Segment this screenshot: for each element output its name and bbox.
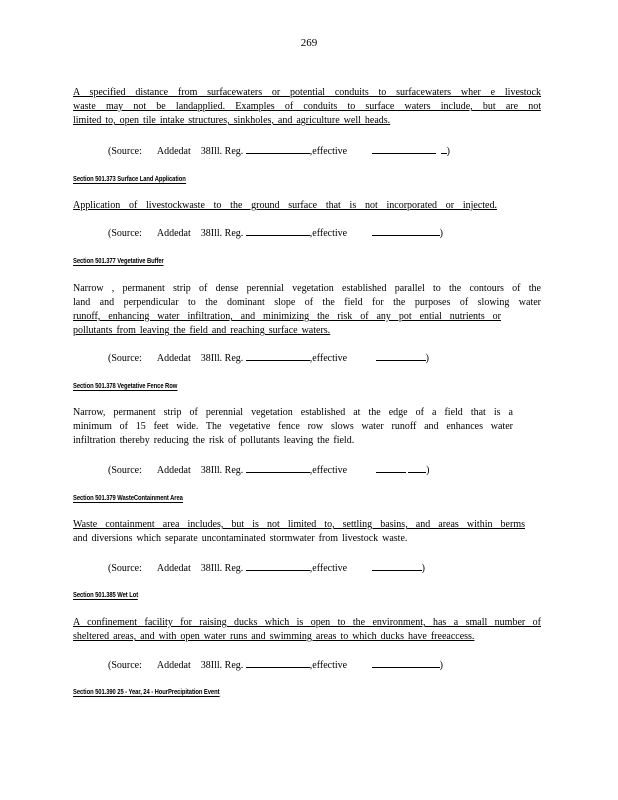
blank-line [246, 351, 310, 361]
source-note: (Source: Addedat 38Ill. Reg. ,effective ) [108, 465, 430, 476]
blank-line [372, 658, 440, 668]
source-note: (Source: Addedat 38Ill. Reg. ,effective ) [108, 353, 429, 364]
source-note: (Source: Addedat 38Ill. Reg. ,effective ) [108, 228, 443, 239]
blank-line [246, 226, 310, 236]
section-heading: Section 501.385 Wet Lot [73, 590, 139, 599]
blank-line [246, 658, 310, 668]
paragraph-line: Application of livestockwaste to the ground surface that is not incorporated or injected. [73, 200, 497, 211]
section-heading: Section 501.377 Vegetative Buffer [73, 256, 164, 265]
paragraph-line: infiltration thereby reducing the risk of pollutants leaving the field. [73, 435, 355, 446]
definition-paragraph [73, 86, 541, 128]
paragraph-line: limited to, open tile intake structures, sinkholes, and agriculture well heads. [73, 115, 391, 126]
paragraph-line: A specified distance from surfacewaters or potential conduits to surfacewaters wher e livestock [73, 87, 541, 98]
section-heading: Section 501.379 WasteContainment Area [73, 493, 183, 502]
paragraph-line: pollutants from leaving the field and reaching surface waters. [73, 325, 331, 336]
definition-paragraph [73, 616, 541, 644]
definition-paragraph [73, 518, 525, 546]
source-note: (Source: Addedat 38Ill. Reg. ,effective ) [108, 563, 425, 574]
definition-paragraph [73, 406, 513, 448]
blank-line [246, 561, 310, 571]
paragraph-line: and diversions which separate uncontaminated stormwater from livestock waste. [73, 533, 408, 544]
paragraph-line: runoff, enhancing water infiltration, and minimizing the risk of any pot ential nutrients or [73, 311, 501, 322]
source-note: (Source: Addedat 38Ill. Reg. ,effective ) [108, 660, 443, 671]
blank-line [372, 226, 440, 236]
paragraph-line: sheltered areas, and with open water runs and swimming areas to which ducks have freeaccess. [73, 631, 475, 642]
blank-line [372, 561, 422, 571]
section-heading: Section 501.378 Vegetative Fence Row [73, 381, 178, 390]
blank-line [246, 463, 310, 473]
paragraph-line: A confinement facility for raising ducks which is open to the environment, has a small number of [73, 617, 541, 628]
paragraph-line: Narrow , permanent strip of dense perennial vegetation established parallel to the contours of the [73, 283, 541, 294]
blank-line [408, 463, 426, 473]
definition-paragraph [73, 282, 541, 338]
paragraph-line: minimum of 15 feet wide. The vegetative fence row slows water runoff and enhances water [73, 421, 513, 432]
blank-line [376, 463, 406, 473]
section-heading: Section 501.390 25 - Year, 24 - HourPrecipitation Event [73, 687, 220, 696]
paragraph-line: waste may not be landapplied. Examples of conduits to surface waters include, but are not [73, 101, 541, 112]
paragraph-line: Waste containment area includes, but is not limited to, settling basins, and areas within berms [73, 519, 525, 530]
source-note: (Source: Addedat 38Ill. Reg. ,effective ) [108, 146, 450, 157]
blank-line [246, 144, 310, 154]
page-number: 269 [300, 37, 318, 49]
paragraph-line: land and perpendicular to the dominant slope of the field for the purposes of slowing water [73, 297, 541, 308]
definition-paragraph [73, 199, 497, 213]
paragraph-line: Narrow, permanent strip of perennial vegetation established at the edge of a field that is a [73, 407, 513, 418]
blank-line [372, 144, 436, 154]
blank-line [376, 351, 426, 361]
section-heading: Section 501.373 Surface Land Application [73, 174, 186, 183]
